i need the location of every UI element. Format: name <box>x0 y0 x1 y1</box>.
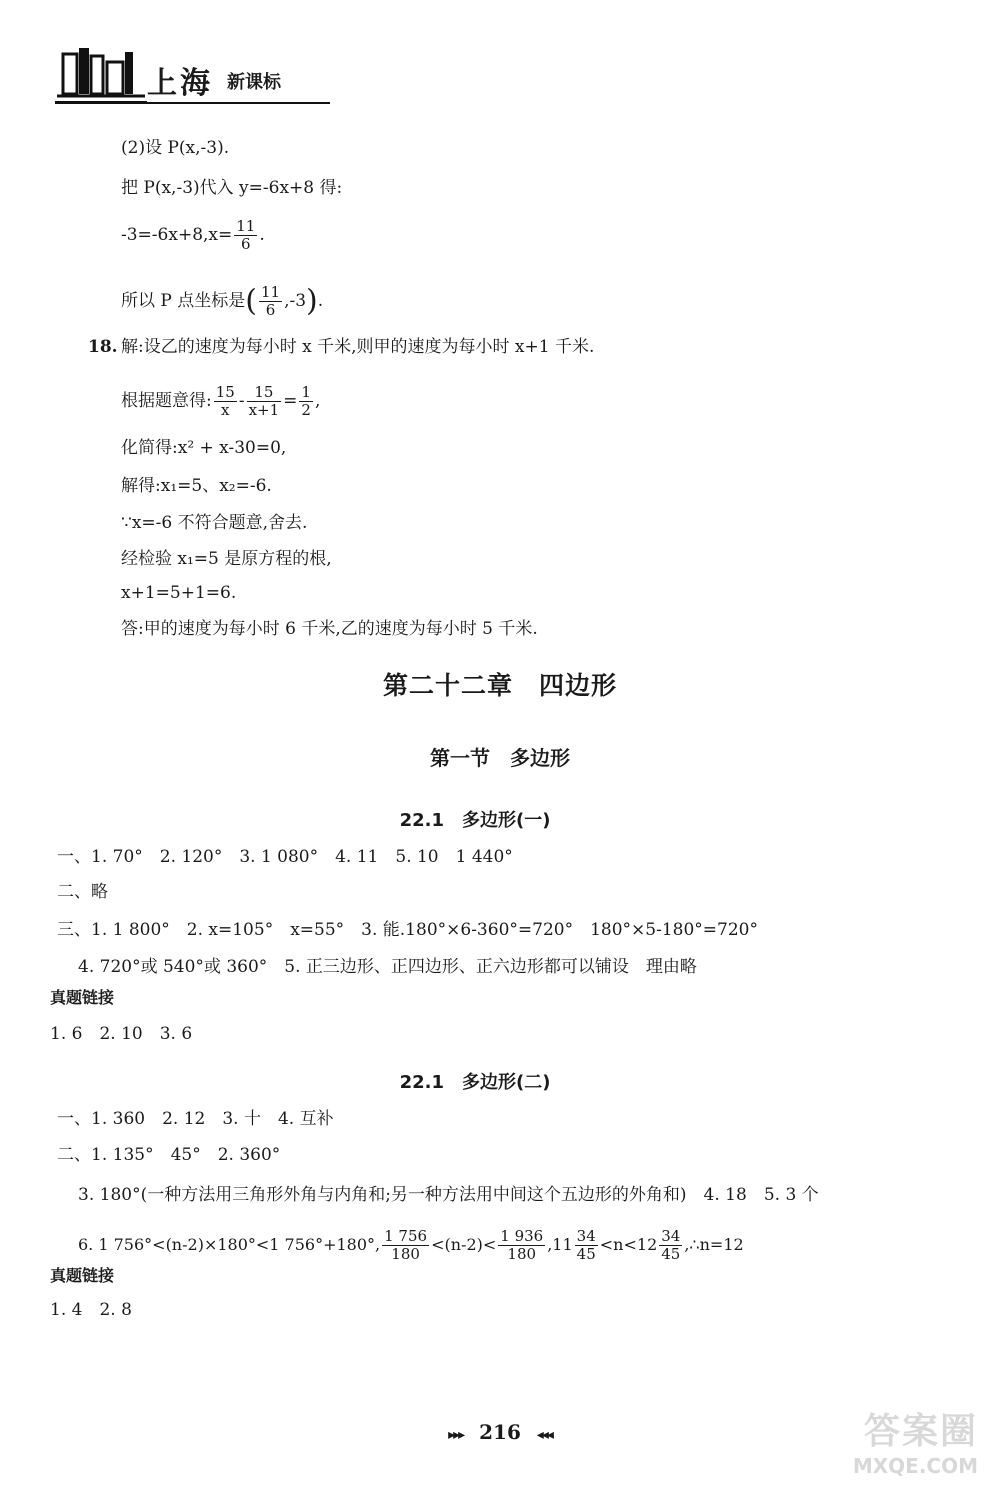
s1-answer-4: 4. 720°或 540°或 360° 5. 正三边形、正四边形、正六边形都可以铺设 理由略 <box>78 957 697 977</box>
s1-answer-1: 一、1. 70° 2. 120° 3. 1 080° 4. 11 5. 10 1 440° <box>57 847 513 867</box>
s2-answer-2: 二、1. 135° 45° 2. 360° <box>57 1145 281 1165</box>
s1-link-answers: 1. 6 2. 10 3. 6 <box>50 1024 193 1044</box>
s2-answer-3: 3. 180°(一种方法用三角形外角与内角和;另一种方法用中间这个五边形的外角和) 4. 18 5. 3 个 <box>78 1185 819 1205</box>
right-arrows-icon: ◂◂◂ <box>536 1427 552 1443</box>
s2-link-answers: 1. 4 2. 8 <box>50 1300 132 1320</box>
page-number: 216 <box>479 1420 521 1444</box>
q18-line3: 化简得:x² + x-30=0, <box>121 438 287 458</box>
q18-line6: 经检验 x₁=5 是原方程的根, <box>121 549 332 569</box>
q18-line5: ∵x=-6 不符合题意,舍去. <box>121 513 308 533</box>
s2-link-heading: 真题链接 <box>50 1266 115 1285</box>
q17-line1: (2)设 P(x,-3). <box>121 138 230 158</box>
s2-answer-1: 一、1. 360 2. 12 3. 十 4. 互补 <box>57 1109 334 1129</box>
s1-answer-2: 二、略 <box>57 882 108 902</box>
s1-link-heading: 真题链接 <box>50 988 115 1007</box>
section-title: 第一节 多边形 <box>430 746 570 770</box>
left-arrows-icon: ▸▸▸ <box>448 1427 464 1443</box>
bookshelf-icon <box>55 44 150 106</box>
watermark-bottom: MXQE.COM <box>852 1454 978 1478</box>
q18-line7: x+1=5+1=6. <box>121 583 237 603</box>
q18-line4: 解得:x₁=5、x₂=-6. <box>121 476 272 496</box>
chapter-title: 第二十二章 四边形 <box>382 671 617 700</box>
header-rule <box>55 102 330 104</box>
q17-line4: 所以 P 点坐标是( $\frac{11}{6}$ ,-3). <box>121 283 324 319</box>
watermark <box>808 1403 978 1483</box>
q17-line3: -3=-6x+8,x= $\frac{11}{6}$ . <box>121 217 265 253</box>
brand-subtitle: 新课标 <box>227 72 281 93</box>
page-header <box>55 40 345 110</box>
q18-line2: 根据题意得: $\frac{15}{x}$ - $\frac{15}{x+1}$ = $\frac{1}{2}$ , <box>121 383 321 419</box>
q17-line2: 把 P(x,-3)代入 y=-6x+8 得: <box>121 178 343 198</box>
brand-title: 上海 <box>147 66 213 101</box>
q18-line8: 答:甲的速度为每小时 6 千米,乙的速度为每小时 5 千米. <box>121 619 538 639</box>
s2-answer-4: 6. 1 756°<(n-2)×180°<1 756°+180°, $\frac{1 756}{180}$ <(n-2)< $\frac{1 936}{180}$ ,11 $\frac{34}{45}$ <n<12 $\frac{34}{45}$ ,∴n=12 <box>78 1227 744 1263</box>
s1-answer-3: 三、1. 1 800° 2. x=105° x=55° 3. 能.180°×6-360°=720° 180°×5-180°=720° <box>57 920 758 940</box>
subsection-title-2: 22.1 多边形(二) <box>399 1072 551 1093</box>
q18-line1: 解:设乙的速度为每小时 x 千米,则甲的速度为每小时 x+1 千米. <box>121 337 595 357</box>
subsection-title-1: 22.1 多边形(一) <box>399 810 551 831</box>
q18-number: 18. <box>88 337 118 357</box>
watermark-top: 答案圈 <box>863 1411 978 1452</box>
